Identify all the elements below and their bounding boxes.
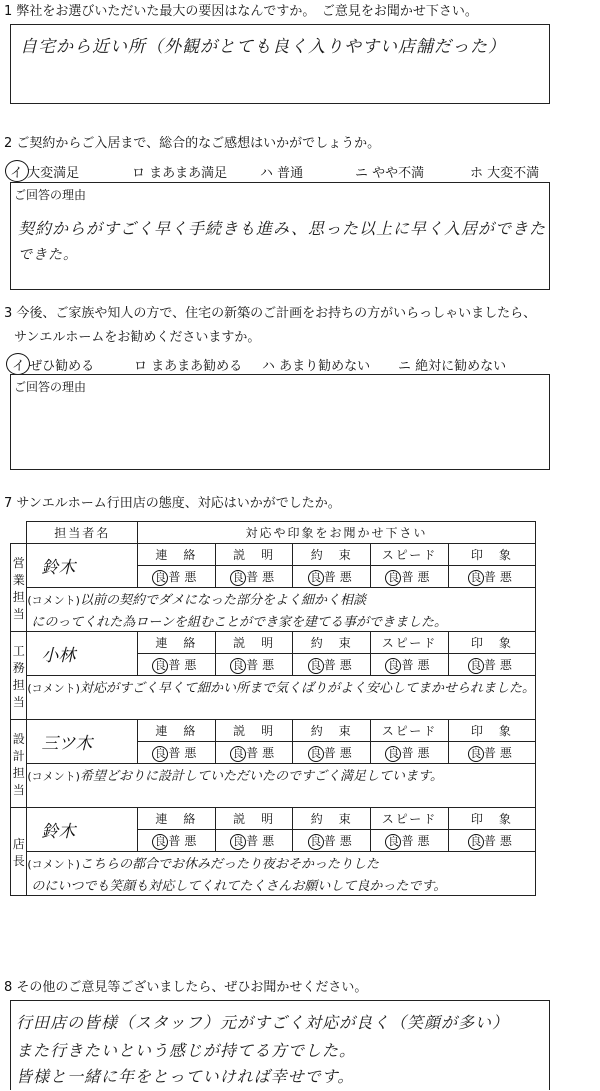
- rating-option: 普: [401, 833, 418, 848]
- rating-cell: [138, 566, 216, 588]
- rating-cell: [371, 830, 449, 852]
- q3-option-4: ニ 絶対に勧めない: [398, 359, 507, 374]
- rating-good-circled: 良: [308, 658, 324, 674]
- rating-option: 悪: [339, 657, 356, 672]
- staff-section-label: 設計担当: [11, 720, 27, 808]
- rating-good-circled: 良: [385, 746, 401, 762]
- category-header: 約 束: [293, 544, 371, 566]
- rating-good-circled: 良: [230, 746, 246, 762]
- staff-name: 三ツ木: [27, 720, 138, 764]
- rating-option: 普: [246, 745, 263, 760]
- answer-8-line-1: 行田店の皆様（スタッフ）元がすごく対応が良く（笑顔が多い）: [16, 1013, 510, 1032]
- category-header: 説 明: [215, 720, 293, 742]
- rating-good-circled: 良: [308, 834, 324, 850]
- question-8-text: 8 その他のご意見等ございましたら、ぜひお聞かせください。: [4, 980, 368, 995]
- rating-good-circled: 良: [468, 570, 484, 586]
- answer-1-handwriting: 自宅から近い所（外観がとても良く入りやすい店舗だった）: [20, 37, 506, 57]
- category-header: 説 明: [215, 544, 293, 566]
- rating-cell: [371, 742, 449, 764]
- rating-option: 普: [168, 569, 185, 584]
- rating-option: 悪: [417, 657, 434, 672]
- rating-option: 普: [168, 833, 185, 848]
- comment-label: (コメント): [27, 770, 80, 784]
- rating-cell: [293, 566, 371, 588]
- category-header: 約 束: [293, 632, 371, 654]
- col-header-name: 担当者名: [27, 522, 138, 544]
- q3-option-2: ロ まあまあ勧める: [134, 359, 243, 374]
- reason-2-line-1: 契約からがすごく早く手続きも進み、思った以上に早く入居ができた: [18, 219, 546, 238]
- rating-option: 悪: [184, 833, 201, 848]
- rating-option: 普: [323, 569, 340, 584]
- rating-option: 悪: [339, 569, 356, 584]
- category-header: 連 絡: [138, 720, 216, 742]
- category-header: 印 象: [448, 720, 535, 742]
- category-header: スピード: [371, 808, 449, 830]
- reason-label-3: ご回答の理由: [14, 380, 87, 394]
- comment-text-line-2: [27, 786, 536, 808]
- comment-text-line-1: 以前の契約でダメになった部分をよく細かく相談: [79, 593, 366, 609]
- category-header: 連 絡: [138, 632, 216, 654]
- rating-option: 普: [323, 833, 340, 848]
- answer-8-line-2: また行きたいという感じが持てる方でした。: [16, 1041, 357, 1060]
- rating-cell: [448, 742, 535, 764]
- category-header: スピード: [371, 544, 449, 566]
- reason-label-2: ご回答の理由: [14, 188, 87, 202]
- q2-option-5: ホ 大変不満: [470, 166, 540, 181]
- rating-good-circled: 良: [308, 570, 324, 586]
- q2-option-2: ロ まあまあ満足: [132, 166, 228, 181]
- rating-option: 普: [483, 745, 500, 760]
- rating-option: 悪: [499, 569, 516, 584]
- rating-good-circled: 良: [385, 834, 401, 850]
- question-7-text: 7 サンエルホーム行田店の態度、対応はいかがでしたか。: [4, 496, 341, 511]
- category-header: スピード: [371, 720, 449, 742]
- rating-option: 悪: [417, 833, 434, 848]
- rating-cell: [293, 654, 371, 676]
- question-3-text-line-2: サンエルホームをお勧めくださいますか。: [14, 330, 261, 345]
- rating-good-circled: 良: [152, 658, 168, 674]
- rating-option: 悪: [262, 569, 279, 584]
- rating-option: 悪: [499, 833, 516, 848]
- rating-option: 普: [323, 745, 340, 760]
- rating-option: 普: [246, 569, 263, 584]
- staff-section-label: 工務担当: [11, 632, 27, 720]
- rating-cell: [215, 830, 293, 852]
- rating-option: 悪: [417, 745, 434, 760]
- rating-option: 悪: [499, 657, 516, 672]
- col-header-note: 対応や印象をお聞かせ下さい: [138, 522, 536, 544]
- rating-good-circled: 良: [308, 746, 324, 762]
- q2-option-3: ハ 普通: [260, 166, 304, 181]
- staff-section-label: 営業担当: [11, 544, 27, 632]
- q2-option-1: イ 大変満足: [10, 166, 80, 181]
- rating-good-circled: 良: [468, 834, 484, 850]
- rating-cell: [293, 742, 371, 764]
- rating-option: 普: [168, 657, 185, 672]
- rating-option: 普: [483, 833, 500, 848]
- rating-cell: [448, 830, 535, 852]
- rating-good-circled: 良: [385, 658, 401, 674]
- reason-2-line-2: できた。: [18, 247, 78, 263]
- rating-option: 悪: [262, 657, 279, 672]
- comment-text-line-1: 対応がすごく早くて細かい所まで気くばりがよく安心してまかせられました。: [79, 681, 535, 697]
- rating-option: 普: [483, 657, 500, 672]
- category-header: 印 象: [448, 544, 535, 566]
- rating-option: 普: [401, 745, 418, 760]
- q3-option-1: イ ぜひ勧める: [12, 359, 95, 374]
- rating-option: 普: [246, 657, 263, 672]
- comment-text-line-2: [27, 698, 536, 720]
- comment-label: (コメント): [27, 594, 80, 608]
- rating-cell: [371, 566, 449, 588]
- rating-option: 普: [483, 569, 500, 584]
- rating-option: 悪: [184, 657, 201, 672]
- rating-good-circled: 良: [152, 570, 168, 586]
- comment-text-line-2: のにいつでも笑顔も対応してくれてたくさんお願いして良かったです。: [27, 874, 536, 896]
- comment-text-line-2: にのってくれた為ローンを組むことができ家を建てる事ができました。: [27, 610, 536, 632]
- category-header: 約 束: [293, 720, 371, 742]
- q2-option-4: ニ やや不満: [355, 166, 425, 181]
- category-header: 連 絡: [138, 544, 216, 566]
- rating-good-circled: 良: [230, 658, 246, 674]
- category-header: 印 象: [448, 632, 535, 654]
- rating-option: 悪: [499, 745, 516, 760]
- rating-cell: [215, 566, 293, 588]
- rating-good-circled: 良: [152, 746, 168, 762]
- rating-option: 悪: [184, 745, 201, 760]
- staff-name: 鈴木: [27, 808, 138, 852]
- category-header: 説 明: [215, 632, 293, 654]
- rating-cell: [293, 830, 371, 852]
- answer-8-line-3: 皆様と一緒に年をとっていければ幸せです。: [16, 1067, 355, 1086]
- question-1-text: 1 弊社をお選びいただいた最大の要因はなんですか。 ご意見をお聞かせ下さい。: [4, 4, 478, 19]
- rating-good-circled: 良: [230, 570, 246, 586]
- rating-cell: [448, 566, 535, 588]
- category-header: 印 象: [448, 808, 535, 830]
- rating-cell: [448, 654, 535, 676]
- question-3-text-line-1: 3 今後、ご家族や知人の方で、住宅の新築のご計画をお持ちの方がいらっしゃいましたら、: [4, 306, 537, 321]
- staff-section-label: 店長: [11, 808, 27, 896]
- rating-cell: [215, 654, 293, 676]
- rating-cell: [138, 830, 216, 852]
- category-header: 説 明: [215, 808, 293, 830]
- rating-option: 普: [401, 657, 418, 672]
- comment-text-line-1: 希望どおりに設計していただいたのですごく満足しています。: [79, 769, 443, 785]
- rating-option: 普: [246, 833, 263, 848]
- rating-option: 普: [168, 745, 185, 760]
- comment-label: (コメント): [27, 858, 80, 872]
- rating-option: 普: [323, 657, 340, 672]
- category-header: 連 絡: [138, 808, 216, 830]
- rating-option: 悪: [184, 569, 201, 584]
- rating-good-circled: 良: [468, 746, 484, 762]
- question-2-text: 2 ご契約からご入居まで、総合的なご感想はいかがでしょうか。: [4, 136, 381, 151]
- q3-option-3: ハ あまり勧めない: [262, 359, 371, 374]
- rating-option: 悪: [339, 745, 356, 760]
- category-header: スピード: [371, 632, 449, 654]
- comment-text-line-1: こちらの都合でお休みだったり夜おそかったりした: [79, 857, 379, 873]
- rating-option: 悪: [262, 745, 279, 760]
- comment-label: (コメント): [27, 682, 80, 696]
- rating-good-circled: 良: [152, 834, 168, 850]
- rating-cell: [371, 654, 449, 676]
- rating-option: 普: [401, 569, 418, 584]
- rating-good-circled: 良: [468, 658, 484, 674]
- category-header: 約 束: [293, 808, 371, 830]
- rating-cell: [138, 742, 216, 764]
- rating-good-circled: 良: [230, 834, 246, 850]
- staff-evaluation-table: [10, 521, 536, 896]
- rating-option: 悪: [262, 833, 279, 848]
- reason-box-3: [10, 374, 550, 470]
- rating-option: 悪: [339, 833, 356, 848]
- staff-name: 鈴木: [27, 544, 138, 588]
- staff-name: 小林: [27, 632, 138, 676]
- rating-cell: [215, 742, 293, 764]
- rating-option: 悪: [417, 569, 434, 584]
- rating-good-circled: 良: [385, 570, 401, 586]
- rating-cell: [138, 654, 216, 676]
